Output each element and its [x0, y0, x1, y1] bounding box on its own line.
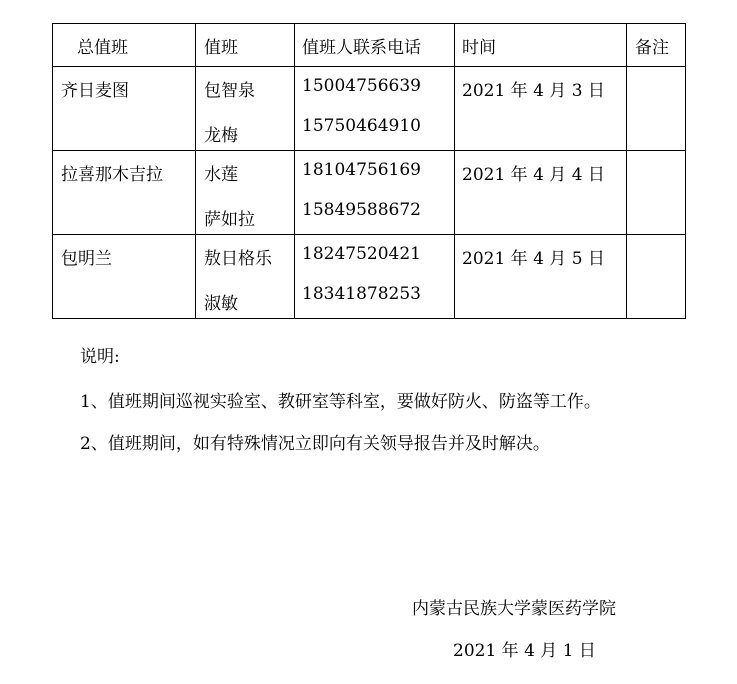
date-cell — [455, 67, 627, 151]
leader-name: 包明兰 — [61, 249, 112, 269]
header-time: 时间 — [455, 24, 627, 67]
signature-date: 2021 年 4 月 1 日 — [453, 641, 596, 661]
phone-number: 15004756639 — [302, 76, 421, 96]
note-item: 2、值班期间，如有特殊情况立即向有关领导报告并及时解决。 — [80, 434, 550, 454]
table-row — [53, 235, 686, 319]
staff-name: 龙梅 — [204, 126, 238, 146]
table-header-row — [53, 24, 686, 67]
staff-name: 水莲 — [204, 165, 238, 185]
duty-schedule-table — [52, 23, 686, 319]
staff-cell — [196, 151, 295, 235]
table-row — [53, 151, 686, 235]
phone-number: 18247520421 — [302, 244, 421, 264]
date-cell — [455, 151, 627, 235]
remarks-cell — [627, 151, 686, 235]
notes-section — [80, 345, 720, 456]
remarks-cell — [627, 67, 686, 151]
staff-cell — [196, 67, 295, 151]
phone-number: 18104756169 — [302, 160, 421, 180]
header-remarks: 备注 — [627, 24, 686, 67]
phone-cell — [295, 151, 455, 235]
header-contact-phone: 值班人联系电话 — [295, 24, 455, 67]
leader-cell — [53, 67, 196, 151]
duty-date: 2021 年 4 月 4 日 — [462, 165, 605, 185]
phone-number: 15849588672 — [302, 200, 421, 220]
note-item: 1、值班期间巡视实验室、教研室等科室，要做好防火、防盗等工作。 — [80, 392, 601, 412]
remarks-cell — [627, 235, 686, 319]
phone-number: 15750464910 — [302, 116, 421, 136]
duty-date: 2021 年 4 月 3 日 — [462, 81, 605, 101]
phone-cell — [295, 235, 455, 319]
table-row — [53, 67, 686, 151]
date-cell — [455, 235, 627, 319]
header-chief-on-duty: 总值班 — [53, 24, 196, 67]
phone-number: 18341878253 — [302, 284, 421, 304]
staff-name: 包智泉 — [204, 81, 255, 101]
notes-heading: 说明: — [80, 347, 120, 367]
header-on-duty: 值班 — [196, 24, 295, 67]
leader-cell — [53, 151, 196, 235]
leader-cell — [53, 235, 196, 319]
leader-name: 拉喜那木吉拉 — [61, 165, 163, 185]
signature-organization: 内蒙古民族大学蒙医药学院 — [412, 599, 616, 619]
phone-cell — [295, 67, 455, 151]
staff-name: 敖日格乐 — [204, 249, 272, 269]
duty-date: 2021 年 4 月 5 日 — [462, 249, 605, 269]
staff-cell — [196, 235, 295, 319]
staff-name: 萨如拉 — [204, 210, 255, 230]
staff-name: 淑敏 — [204, 294, 238, 314]
leader-name: 齐日麦图 — [61, 81, 129, 101]
